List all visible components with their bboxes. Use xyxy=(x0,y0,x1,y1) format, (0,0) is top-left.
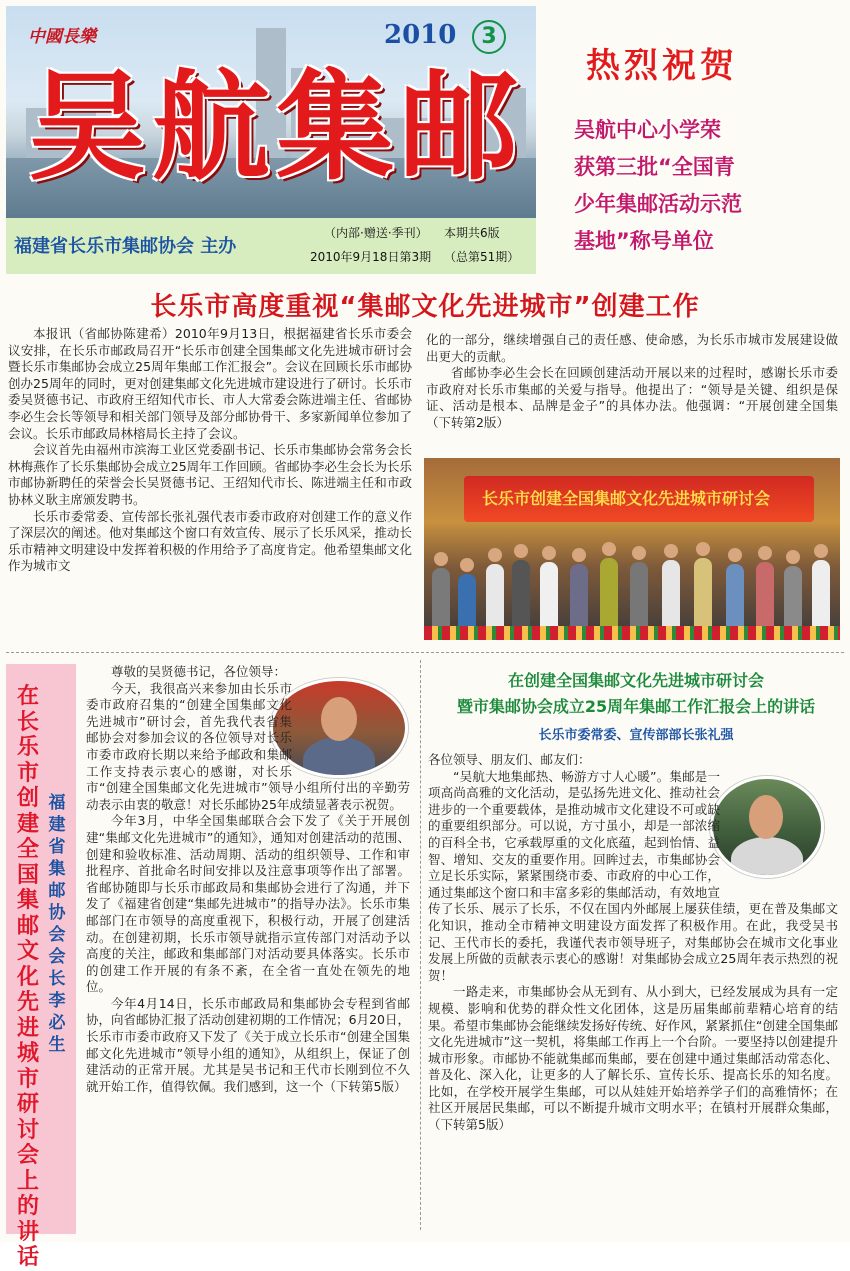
congrats-line: 少年集邮活动示范 xyxy=(574,192,742,216)
newspaper-title: 吴航集邮 xyxy=(28,57,525,196)
host-bar xyxy=(6,218,536,274)
speech-right-heading-line2: 暨市集邮协会成立25周年集邮工作汇报会上的讲话 xyxy=(456,697,816,716)
speech-right-body xyxy=(428,752,838,1134)
article-paragraph: 会议首先由福州市滨海工业区党委副书记、长乐市集邮协会常务会长林梅燕作了长乐集邮协会成立25周年工作回顾。省邮协李必生会长为长乐市邮协新聘任的荣誉会长吴贤德书记、王绍知代市长、陈进端主任和市政协林义耿主席颁发聘书。 xyxy=(8,442,412,507)
portrait-wrap-spacer xyxy=(292,681,410,777)
congrats-line: 获第三批“全国青 xyxy=(574,155,735,179)
speech-left-body xyxy=(86,664,410,1095)
article-paragraph: 本报讯（省邮协陈建希）2010年9月13日，根据福建省长乐市委会议安排，在长乐市邮政局召开“长乐市创建全国集邮文化先进城市研讨会暨长乐市集邮协会成立25周年集邮工作汇报会”。会议在回顾长乐市邮协创办25周年的同时，更对创建集邮文化先进城市建设进行了研讨。长乐市委吴贤德书记、市政府王绍知代市长、市人大常委会陈进端主任、省邮协李必生会长等领导和相关部门领导及部分邮协骨干、多家新闻单位参加了会议。长乐市邮政局林榕局长主持了会议。 xyxy=(8,326,412,441)
article-paragraph: 化的一部分，继续增强自己的责任感、使命感，为长乐市城市发展建设做出更大的贡献。 xyxy=(426,332,838,364)
column-divider xyxy=(420,660,421,1230)
brand-logo: 中國長樂 xyxy=(28,27,96,47)
banner-text: 长乐市创建全国集邮文化先进城市研讨会 xyxy=(482,489,771,508)
article-paragraph: 省邮协李必生会长在回顾创建活动开展以来的过程时，感谢长乐市委市政府对长乐市集邮的关爱与指导。他提出了：“领导是关键、组织是保证、活动是根本、品牌是金子”的具体办法。他强调：“开展创建全国集（下转第2版） xyxy=(426,365,838,430)
issue-year: 2010 xyxy=(384,20,457,50)
meeting-group-photo xyxy=(424,458,840,640)
publication-type: （内部·赠送·季刊） xyxy=(324,226,428,240)
total-issue: （总第51期） xyxy=(444,250,520,264)
speech-right-heading-line1: 在创建全国集邮文化先进城市研讨会 xyxy=(507,671,764,690)
host-organization: 福建省长乐市集邮协会 主办 xyxy=(14,236,237,257)
speech-right-author: 长乐市委常委、宣传部部长张礼强 xyxy=(538,728,734,743)
speech-paragraph: “吴航大地集邮热、畅游方寸人心暖”。集邮是一项高尚高雅的文化活动，是弘扬先进文化、推动社会进步的一个重要载体，是推动城市文化建设不可或缺的重要组织部分。可以说，方寸虽小，却是一部浓缩的百科全书，它承载厚重的文化底蕴，起到怡情、益智、增知、交友的重要作用。回眸过去，市集邮协会立足长乐实际，紧紧围绕市委、市政府的中心工作，通过集邮这个窗口和丰富多彩的集邮活动，有效地宣传了长乐、展示了长乐，不仅在国内外邮展上屡获佳绩，更在普及集邮文化知识，推动全市精神文明建设方面发挥了积极作用。在此，我受吴书记、王代市长的委托，我谨代表市领导班子，对集邮协会在城市文化事业发展上所做的贡献表示衷心的感谢！对集邮协会成立25周年表示热烈的祝贺！ xyxy=(428,768,838,983)
speech-paragraph-text: 今天，我很高兴来参加由长乐市委市政府召集的“创建全国集邮文化先进城市”研讨会，首先我代表省集邮协会对参加会议的各位领导对长乐市委市政府长期以来给予邮政和集邮工作支持表示衷心的感谢，对长乐市“创建全国集邮文化先进城市”领导小组所付出的辛勤劳动表示由衷的敬意！对长乐邮协25年成绩显著表示祝贺。 xyxy=(86,680,410,812)
flower-row xyxy=(424,626,840,640)
issue-date: 2010年9月18日第3期 xyxy=(310,250,432,264)
speech-paragraph: 今年4月14日，长乐市邮政局和集邮协会专程到省邮协，向省邮协汇报了活动创建初期的工作情况；6月20日，长乐市市委市政府又下发了《关于成立长乐市“创建全国集邮文化先进城市”领导小组的通知》，从组织上，保证了创建活动的正常开展。尤其是吴书记和王代市长刚到位不久就开始工作，值得钦佩。我们感到，这一个（下转第5版） xyxy=(86,995,410,1094)
speech-sidebar-title: 在长乐市创建全国集邮文化先进城市研讨会上的讲话 xyxy=(16,684,39,1270)
congrats-body xyxy=(574,112,834,260)
portrait-wrap-spacer xyxy=(720,770,838,890)
issue-number: 3 xyxy=(472,20,506,54)
speech-sidebar xyxy=(6,664,76,1270)
speech-sidebar-author: 福建省集邮协会会长 李必生 xyxy=(48,793,66,1055)
speech-greeting: 各位领导、朋友们、邮友们： xyxy=(428,752,591,767)
lead-article-left-column xyxy=(8,326,412,575)
meeting-banner xyxy=(464,476,814,522)
speech-greeting: 尊敬的吴贤德书记，各位领导： xyxy=(111,664,287,679)
speech-paragraph xyxy=(86,681,410,814)
lead-headline: 长乐市高度重视“集邮文化先进城市”创建工作 xyxy=(150,292,700,322)
speech-paragraph: 今年3月，中华全国集邮联合会下发了《关于开展创建“集邮文化先进城市”的通知》，通知对创建活动的范围、创建和验收标准、活动周期、活动的组织领导、工作和审批程序、首批命名时间安排以及注意事项等作出了部署。省邮协随即与长乐市邮政局和集邮协会进行了沟通，并下发了《福建省创建“集邮先进城市”的指导办法》。长乐市集邮部门在市领导的高度重视下，积极行动，开展了创建活动。在创建初期，长乐市领导就指示宣传部门对活动予以高度的关注，邮政和集邮部门对活动要具体落实。长乐市的创建工作开展的有条不紊，在全省一直处在领先的地位。 xyxy=(86,813,410,995)
masthead xyxy=(6,6,536,218)
congrats-line: 基地”称号单位 xyxy=(574,229,714,253)
article-paragraph: 长乐市委常委、宣传部长张礼强代表市委市政府对创建工作的意义作了深层次的阐述。他对集邮这个窗口有效宣传、展示了长乐风采，推动长乐市精神文明建设中发挥着积极的作用给予了高度肯定。他希望集邮文化作为城市文 xyxy=(8,508,412,574)
congrats-heading: 热烈祝贺 xyxy=(586,46,738,86)
speech-paragraph: 一路走来，市集邮协会从无到有、从小到大，已经发展成为具有一定规模、影响和优势的群众性文化团体，这是历届集邮前辈精心培育的结果。希望市集邮协会能继续发扬好传统、好作风，紧紧抓住“创建全国集邮文化先进城市”这一契机，将集邮工作再上一个台阶。一要坚持以创建提升城市形象。市邮协不能就集邮而集邮，要在创建中通过集邮活动常态化、普及化、深入化，让更多的人了解长乐、宣传长乐、提高长乐的知名度。比如，在学校开展学生集邮，可以从娃娃开始培养学子们的高雅情怀；在社区开展居民集邮，可以不断提升城市文明水平；在镇村开展群众集邮，（下转第5版） xyxy=(428,984,838,1133)
lead-article-right-column xyxy=(426,332,838,432)
page-count: 本期共6版 xyxy=(444,226,500,240)
congrats-line: 吴航中心小学荣 xyxy=(574,118,721,142)
section-divider xyxy=(6,652,844,653)
